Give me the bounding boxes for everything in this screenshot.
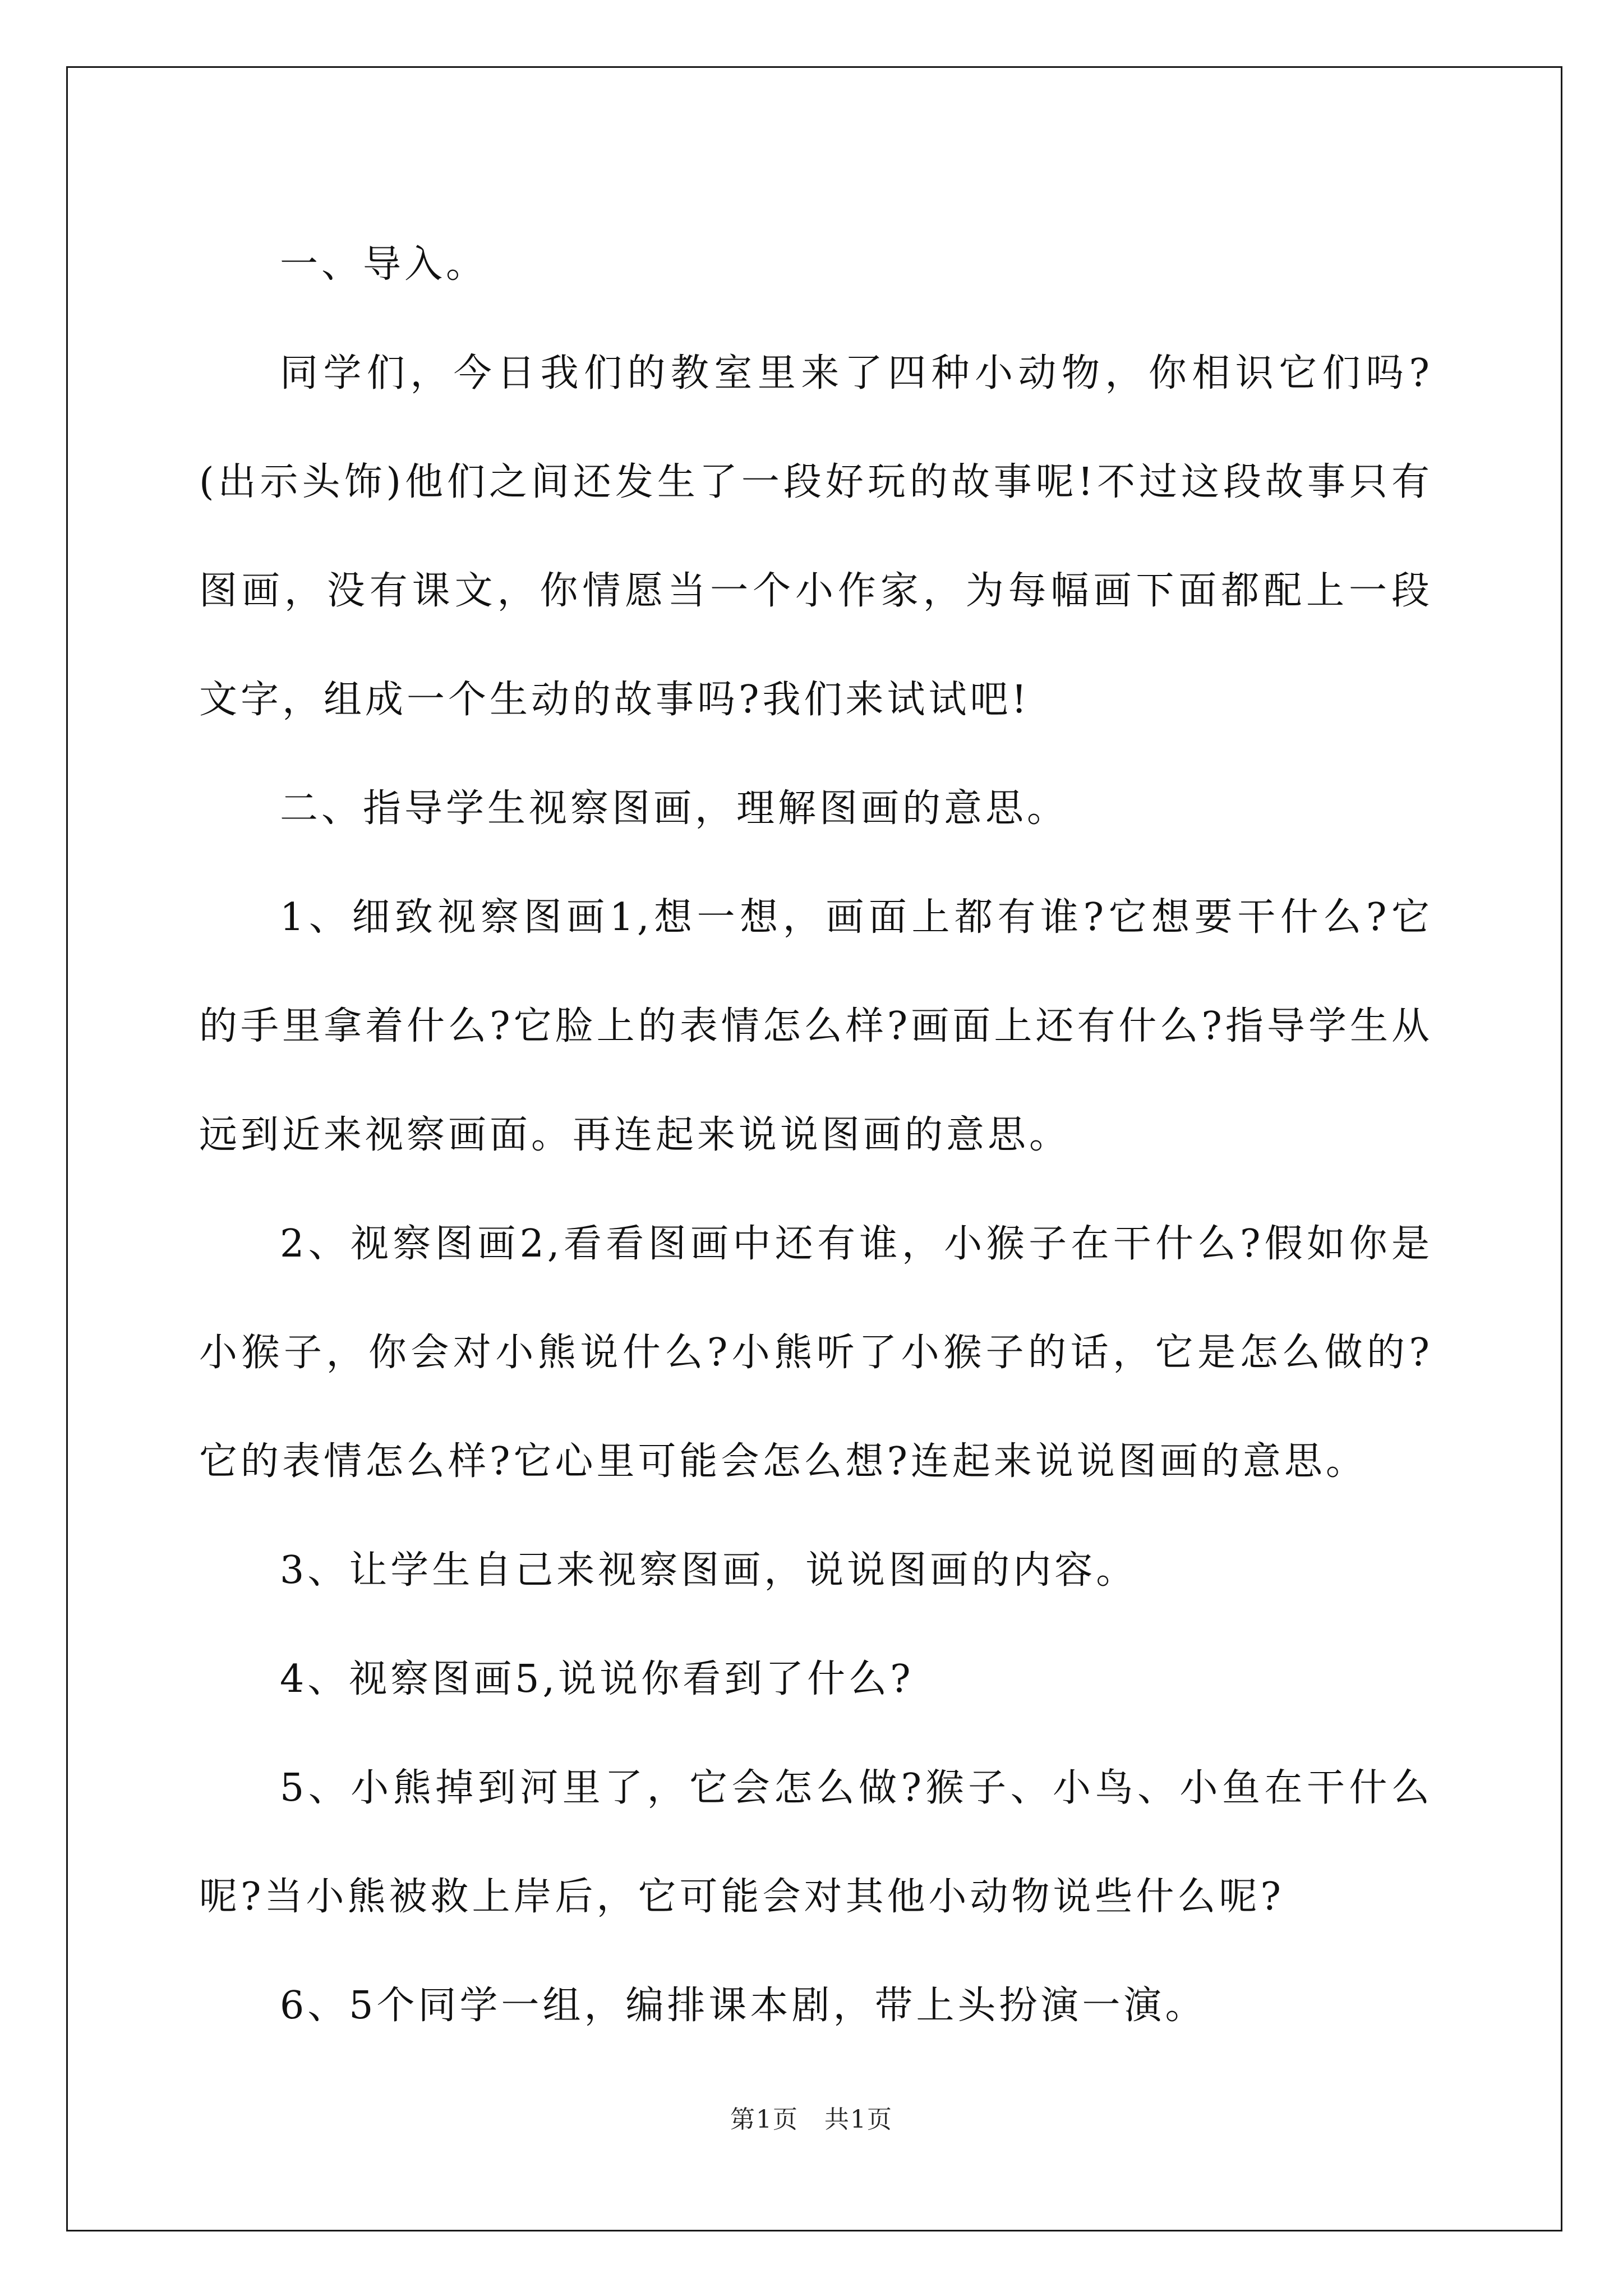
paragraph-step-6: 6、5个同学一组，编排课本剧，带上头扮演一演。 bbox=[280, 1984, 1207, 2028]
paragraph-step-4: 4、视察图画5,说说你看到了什么? bbox=[280, 1657, 914, 1701]
document-body bbox=[199, 210, 1433, 2060]
paragraph-guide-heading: 二、指导学生视察图画，理解图画的意思。 bbox=[280, 786, 1069, 831]
paragraph-intro-heading: 一、导入。 bbox=[280, 242, 488, 287]
paragraph-step-2: 2、视察图画2,看看图画中还有谁，小猴子在干什么?假如你是小猴子，你会对小熊说什么?小熊听了小猴子的话，它是怎么做的?它的表情怎么样?它心里可能会怎么想?连起来说说图画的意思。 bbox=[199, 1222, 1433, 1484]
paragraph-step-3: 3、让学生自己来视察图画，说说图画的内容。 bbox=[280, 1548, 1138, 1593]
page-number: 第1页 bbox=[730, 2105, 799, 2134]
paragraph-intro-text: 同学们，今日我们的教室里来了四种小动物，你相识它们吗?(出示头饰)他们之间还发生了一段好玩的故事呢!不过这段故事只有图画，没有课文，你情愿当一个小作家，为每幅画下面都配上一段文字，组成一个生动的故事吗?我们来试试吧! bbox=[199, 351, 1433, 722]
paragraph-step-1: 1、细致视察图画1,想一想，画面上都有谁?它想要干什么?它的手里拿着什么?它脸上的表情怎么样?画面上还有什么?指导学生从远到近来视察画面。再连起来说说图画的意思。 bbox=[199, 895, 1433, 1157]
total-pages: 共1页 bbox=[824, 2105, 893, 2134]
page-footer bbox=[0, 2099, 1623, 2135]
paragraph-step-5: 5、小熊掉到河里了，它会怎么做?猴子、小鸟、小鱼在干什么呢?当小熊被救上岸后，它可能会对其他小动物说些什么呢? bbox=[199, 1766, 1433, 1919]
